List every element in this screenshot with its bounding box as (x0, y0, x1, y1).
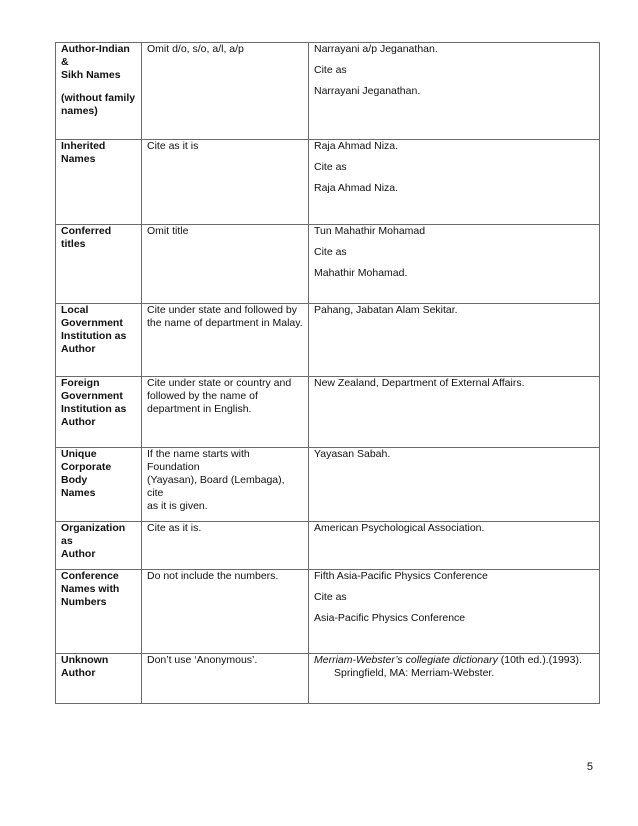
rule-cell (142, 304, 309, 377)
rule-cell (142, 448, 309, 522)
author-type-label: Inherited Names (61, 140, 106, 165)
rule-cell (142, 225, 309, 304)
example-line: Cite as (314, 246, 347, 258)
rule-text: Cite under state or country and followed by the name of department in English. (147, 377, 292, 415)
author-type-cell (56, 522, 142, 570)
table-row (56, 654, 600, 704)
author-type-label: Unique Corporate Body Names (61, 448, 112, 499)
author-type-label: Conference Names with Numbers (61, 570, 120, 608)
table-row (56, 140, 600, 225)
rule-text: Cite under state and followed by the name of department in Malay. (147, 304, 303, 329)
table-row (56, 225, 600, 304)
author-type-cell (56, 448, 142, 522)
table-row (56, 43, 600, 140)
rule-text: If the name starts with Foundation (Yayasan), Board (Lembaga), cite as it is given. (147, 448, 285, 512)
rule-text: Do not include the numbers. (147, 570, 279, 582)
example-line: Fifth Asia-Pacific Physics Conference (314, 570, 488, 582)
example-line: Cite as (314, 161, 347, 173)
rule-cell (142, 43, 309, 140)
example-cell (309, 225, 600, 304)
example-line: American Psychological Association. (314, 522, 485, 534)
example-line: Narrayani a/p Jeganathan. (314, 43, 438, 55)
example-line: Narrayani Jeganathan. (314, 85, 421, 97)
author-type-cell (56, 377, 142, 448)
rule-cell (142, 522, 309, 570)
rule-text: Cite as it is (147, 140, 199, 152)
author-type-cell (56, 225, 142, 304)
table-row (56, 522, 600, 570)
example-cell (309, 43, 600, 140)
rule-text: Omit title (147, 225, 189, 237)
author-type-label: Author-Indian & Sikh Names (61, 43, 130, 81)
example-line: Yayasan Sabah. (314, 448, 391, 460)
author-type-cell (56, 304, 142, 377)
page-number: 5 (586, 761, 593, 773)
example-cell (309, 377, 600, 448)
example-cell (309, 448, 600, 522)
example-cell (309, 140, 600, 225)
author-type-label: Foreign Government Institution as Author (61, 377, 127, 428)
example-line: Asia-Pacific Physics Conference (314, 612, 466, 624)
table-row (56, 377, 600, 448)
example-cell (309, 304, 600, 377)
example-line: Raja Ahmad Niza. (314, 140, 399, 152)
reference-entry (314, 654, 594, 680)
example-cell (309, 522, 600, 570)
author-type-cell (56, 654, 142, 704)
example-cell (309, 570, 600, 654)
example-cell (309, 654, 600, 704)
author-type-cell (56, 570, 142, 654)
table-row (56, 570, 600, 654)
author-type-label: Conferred titles (61, 225, 112, 250)
example-line: New Zealand, Department of External Affairs. (314, 377, 525, 389)
reference-details: (10th ed.).(1993). Springfield, MA: Merriam-Webster. (334, 654, 582, 679)
citation-rules-table (55, 42, 600, 704)
table-row (56, 448, 600, 522)
rule-cell (142, 654, 309, 704)
author-type-note: (without family names) (61, 92, 136, 117)
example-line: Raja Ahmad Niza. (314, 182, 399, 194)
rule-cell (142, 377, 309, 448)
rule-text: Cite as it is. (147, 522, 202, 534)
example-line: Cite as (314, 64, 347, 76)
table-row (56, 304, 600, 377)
rule-text: Omit d/o, s/o, a/l, a/p (147, 43, 244, 55)
example-line: Pahang, Jabatan Alam Sekitar. (314, 304, 458, 316)
author-type-label: Unknown Author (61, 654, 109, 679)
example-line: Cite as (314, 591, 347, 603)
example-line: Tun Mahathir Mohamad (314, 225, 426, 237)
author-type-label: Organization as Author (61, 522, 126, 560)
rule-cell (142, 570, 309, 654)
author-type-cell (56, 43, 142, 140)
rule-text: Don’t use ‘Anonymous’. (147, 654, 258, 666)
author-type-cell (56, 140, 142, 225)
reference-title: Merriam-Webster’s collegiate dictionary (314, 654, 498, 666)
rule-cell (142, 140, 309, 225)
author-type-label: Local Government Institution as Author (61, 304, 127, 355)
example-line: Mahathir Mohamad. (314, 267, 408, 279)
